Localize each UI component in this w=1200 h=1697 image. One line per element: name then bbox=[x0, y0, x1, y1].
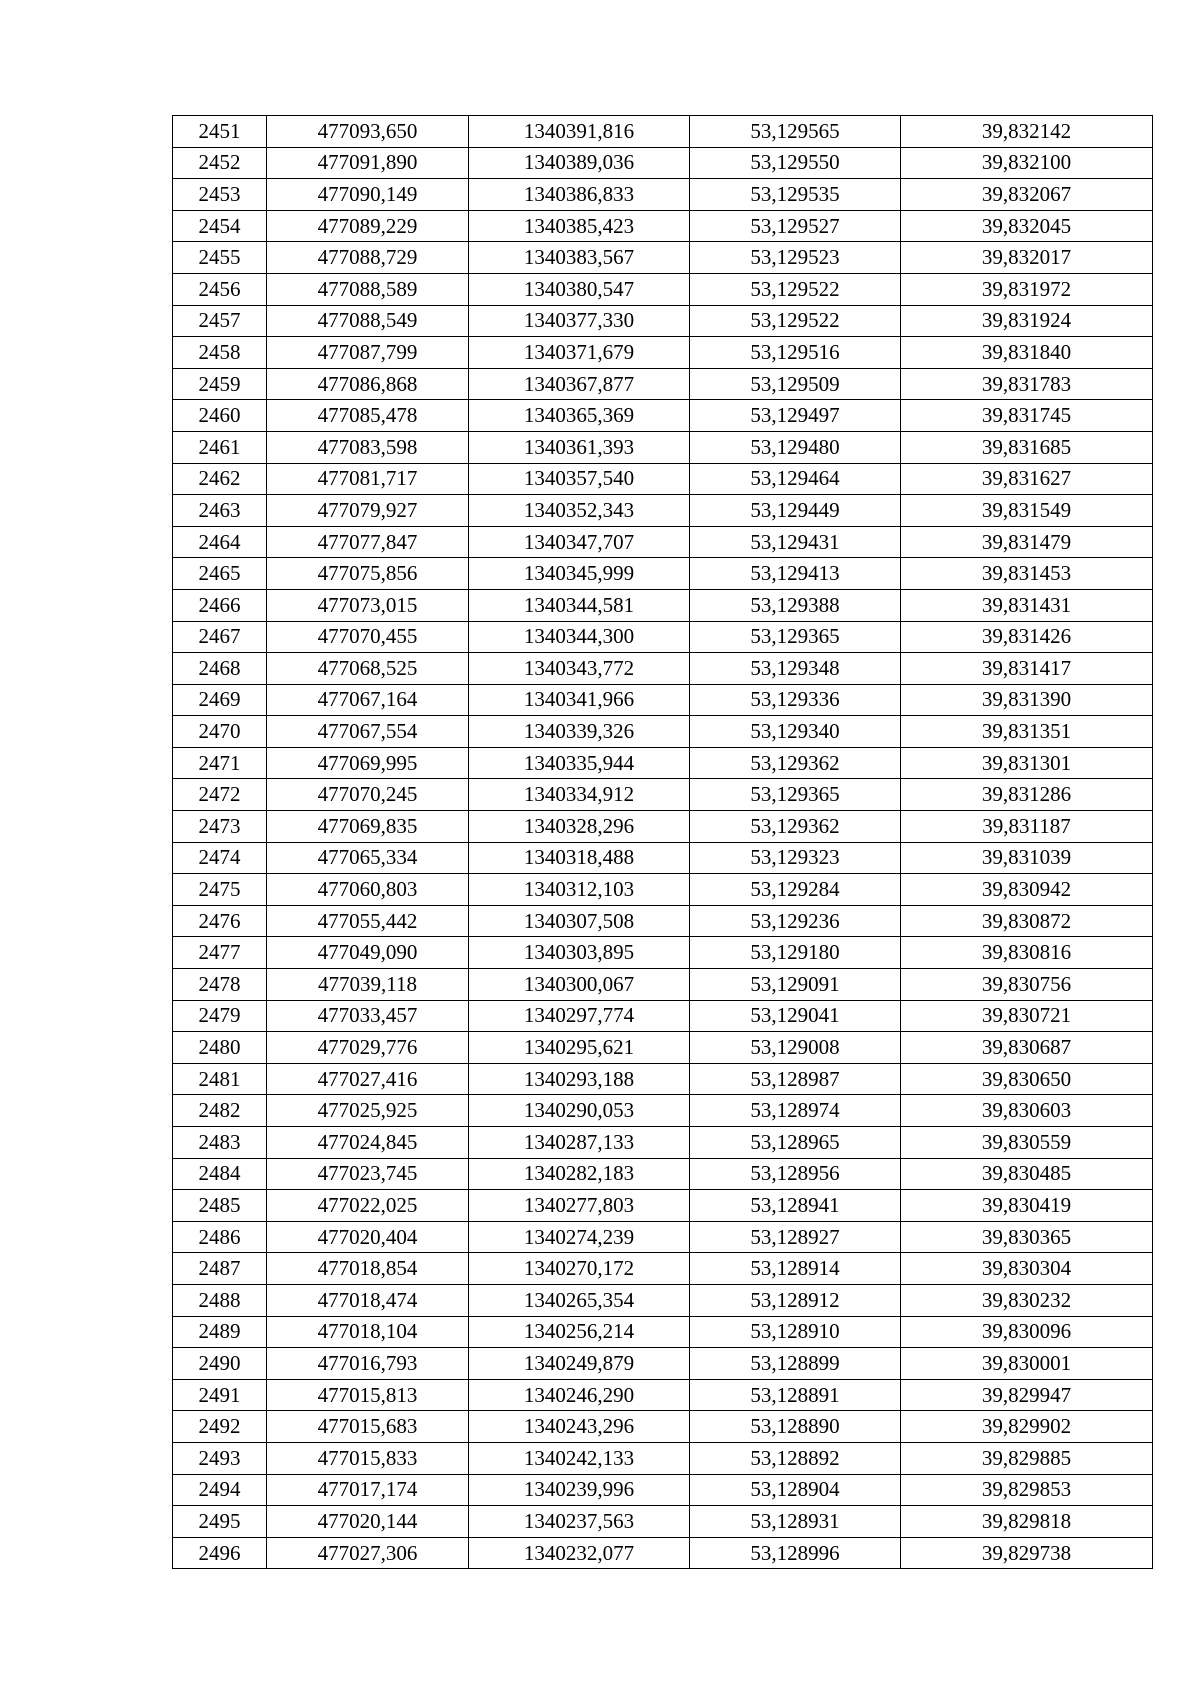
table-row bbox=[173, 1506, 1153, 1538]
table-row bbox=[173, 463, 1153, 495]
x-coordinate-cell: 477086,868 bbox=[267, 368, 469, 400]
x-coordinate-cell: 477027,306 bbox=[267, 1537, 469, 1569]
point-number-cell: 2463 bbox=[173, 495, 267, 527]
y-coordinate-cell: 1340242,133 bbox=[469, 1442, 690, 1474]
point-number-cell: 2473 bbox=[173, 811, 267, 843]
x-coordinate-cell: 477083,598 bbox=[267, 431, 469, 463]
point-number-cell: 2491 bbox=[173, 1379, 267, 1411]
table-row bbox=[173, 1411, 1153, 1443]
table-row bbox=[173, 273, 1153, 305]
x-coordinate-cell: 477022,025 bbox=[267, 1190, 469, 1222]
x-coordinate-cell: 477088,589 bbox=[267, 273, 469, 305]
point-number-cell: 2457 bbox=[173, 305, 267, 337]
latitude-cell: 53,128931 bbox=[690, 1506, 901, 1538]
longitude-cell: 39,830687 bbox=[901, 1032, 1153, 1064]
longitude-cell: 39,831924 bbox=[901, 305, 1153, 337]
longitude-cell: 39,830721 bbox=[901, 1000, 1153, 1032]
y-coordinate-cell: 1340295,621 bbox=[469, 1032, 690, 1064]
table-row bbox=[173, 526, 1153, 558]
x-coordinate-cell: 477067,554 bbox=[267, 716, 469, 748]
table-row bbox=[173, 621, 1153, 653]
x-coordinate-cell: 477081,717 bbox=[267, 463, 469, 495]
x-coordinate-cell: 477015,683 bbox=[267, 1411, 469, 1443]
longitude-cell: 39,831301 bbox=[901, 747, 1153, 779]
longitude-cell: 39,830365 bbox=[901, 1221, 1153, 1253]
table-row bbox=[173, 1379, 1153, 1411]
longitude-cell: 39,832017 bbox=[901, 242, 1153, 274]
y-coordinate-cell: 1340256,214 bbox=[469, 1316, 690, 1348]
y-coordinate-cell: 1340361,393 bbox=[469, 431, 690, 463]
latitude-cell: 53,128912 bbox=[690, 1284, 901, 1316]
longitude-cell: 39,831426 bbox=[901, 621, 1153, 653]
longitude-cell: 39,829902 bbox=[901, 1411, 1153, 1443]
x-coordinate-cell: 477020,144 bbox=[267, 1506, 469, 1538]
longitude-cell: 39,829853 bbox=[901, 1474, 1153, 1506]
latitude-cell: 53,128899 bbox=[690, 1348, 901, 1380]
latitude-cell: 53,129509 bbox=[690, 368, 901, 400]
longitude-cell: 39,830559 bbox=[901, 1127, 1153, 1159]
point-number-cell: 2467 bbox=[173, 621, 267, 653]
latitude-cell: 53,129413 bbox=[690, 558, 901, 590]
table-row bbox=[173, 1127, 1153, 1159]
latitude-cell: 53,129527 bbox=[690, 210, 901, 242]
table-row bbox=[173, 589, 1153, 621]
longitude-cell: 39,830872 bbox=[901, 905, 1153, 937]
y-coordinate-cell: 1340239,996 bbox=[469, 1474, 690, 1506]
table-row bbox=[173, 179, 1153, 211]
table-row bbox=[173, 1063, 1153, 1095]
x-coordinate-cell: 477085,478 bbox=[267, 400, 469, 432]
latitude-cell: 53,129516 bbox=[690, 337, 901, 369]
latitude-cell: 53,128941 bbox=[690, 1190, 901, 1222]
table-row bbox=[173, 210, 1153, 242]
x-coordinate-cell: 477027,416 bbox=[267, 1063, 469, 1095]
longitude-cell: 39,831972 bbox=[901, 273, 1153, 305]
table-row bbox=[173, 147, 1153, 179]
latitude-cell: 53,129340 bbox=[690, 716, 901, 748]
longitude-cell: 39,830304 bbox=[901, 1253, 1153, 1285]
y-coordinate-cell: 1340371,679 bbox=[469, 337, 690, 369]
longitude-cell: 39,831549 bbox=[901, 495, 1153, 527]
longitude-cell: 39,832045 bbox=[901, 210, 1153, 242]
latitude-cell: 53,129431 bbox=[690, 526, 901, 558]
longitude-cell: 39,830816 bbox=[901, 937, 1153, 969]
point-number-cell: 2478 bbox=[173, 969, 267, 1001]
longitude-cell: 39,831286 bbox=[901, 779, 1153, 811]
point-number-cell: 2470 bbox=[173, 716, 267, 748]
longitude-cell: 39,831840 bbox=[901, 337, 1153, 369]
table-row bbox=[173, 1032, 1153, 1064]
latitude-cell: 53,128904 bbox=[690, 1474, 901, 1506]
latitude-cell: 53,128987 bbox=[690, 1063, 901, 1095]
point-number-cell: 2455 bbox=[173, 242, 267, 274]
x-coordinate-cell: 477018,854 bbox=[267, 1253, 469, 1285]
y-coordinate-cell: 1340352,343 bbox=[469, 495, 690, 527]
longitude-cell: 39,831390 bbox=[901, 684, 1153, 716]
latitude-cell: 53,128956 bbox=[690, 1158, 901, 1190]
longitude-cell: 39,831431 bbox=[901, 589, 1153, 621]
latitude-cell: 53,129365 bbox=[690, 621, 901, 653]
table-row bbox=[173, 116, 1153, 148]
table-row bbox=[173, 495, 1153, 527]
point-number-cell: 2480 bbox=[173, 1032, 267, 1064]
y-coordinate-cell: 1340249,879 bbox=[469, 1348, 690, 1380]
point-number-cell: 2466 bbox=[173, 589, 267, 621]
y-coordinate-cell: 1340343,772 bbox=[469, 653, 690, 685]
longitude-cell: 39,831351 bbox=[901, 716, 1153, 748]
y-coordinate-cell: 1340293,188 bbox=[469, 1063, 690, 1095]
x-coordinate-cell: 477068,525 bbox=[267, 653, 469, 685]
table-row bbox=[173, 653, 1153, 685]
longitude-cell: 39,830232 bbox=[901, 1284, 1153, 1316]
x-coordinate-cell: 477093,650 bbox=[267, 116, 469, 148]
y-coordinate-cell: 1340347,707 bbox=[469, 526, 690, 558]
point-number-cell: 2484 bbox=[173, 1158, 267, 1190]
y-coordinate-cell: 1340345,999 bbox=[469, 558, 690, 590]
table-row bbox=[173, 1253, 1153, 1285]
point-number-cell: 2472 bbox=[173, 779, 267, 811]
y-coordinate-cell: 1340386,833 bbox=[469, 179, 690, 211]
x-coordinate-cell: 477039,118 bbox=[267, 969, 469, 1001]
longitude-cell: 39,832100 bbox=[901, 147, 1153, 179]
x-coordinate-cell: 477023,745 bbox=[267, 1158, 469, 1190]
table-row bbox=[173, 779, 1153, 811]
latitude-cell: 53,129041 bbox=[690, 1000, 901, 1032]
point-number-cell: 2461 bbox=[173, 431, 267, 463]
latitude-cell: 53,129523 bbox=[690, 242, 901, 274]
x-coordinate-cell: 477070,245 bbox=[267, 779, 469, 811]
latitude-cell: 53,129497 bbox=[690, 400, 901, 432]
point-number-cell: 2465 bbox=[173, 558, 267, 590]
latitude-cell: 53,129348 bbox=[690, 653, 901, 685]
latitude-cell: 53,128892 bbox=[690, 1442, 901, 1474]
table-row bbox=[173, 337, 1153, 369]
y-coordinate-cell: 1340232,077 bbox=[469, 1537, 690, 1569]
y-coordinate-cell: 1340312,103 bbox=[469, 874, 690, 906]
y-coordinate-cell: 1340265,354 bbox=[469, 1284, 690, 1316]
longitude-cell: 39,830942 bbox=[901, 874, 1153, 906]
point-number-cell: 2471 bbox=[173, 747, 267, 779]
latitude-cell: 53,129336 bbox=[690, 684, 901, 716]
latitude-cell: 53,128914 bbox=[690, 1253, 901, 1285]
y-coordinate-cell: 1340270,172 bbox=[469, 1253, 690, 1285]
table-row bbox=[173, 1442, 1153, 1474]
y-coordinate-cell: 1340380,547 bbox=[469, 273, 690, 305]
point-number-cell: 2474 bbox=[173, 842, 267, 874]
y-coordinate-cell: 1340246,290 bbox=[469, 1379, 690, 1411]
latitude-cell: 53,129464 bbox=[690, 463, 901, 495]
longitude-cell: 39,831783 bbox=[901, 368, 1153, 400]
latitude-cell: 53,129480 bbox=[690, 431, 901, 463]
longitude-cell: 39,830650 bbox=[901, 1063, 1153, 1095]
y-coordinate-cell: 1340344,581 bbox=[469, 589, 690, 621]
latitude-cell: 53,129362 bbox=[690, 747, 901, 779]
y-coordinate-cell: 1340385,423 bbox=[469, 210, 690, 242]
y-coordinate-cell: 1340357,540 bbox=[469, 463, 690, 495]
table-row bbox=[173, 716, 1153, 748]
table-row bbox=[173, 1348, 1153, 1380]
longitude-cell: 39,830001 bbox=[901, 1348, 1153, 1380]
x-coordinate-cell: 477090,149 bbox=[267, 179, 469, 211]
y-coordinate-cell: 1340335,944 bbox=[469, 747, 690, 779]
x-coordinate-cell: 477089,229 bbox=[267, 210, 469, 242]
latitude-cell: 53,129522 bbox=[690, 273, 901, 305]
longitude-cell: 39,831187 bbox=[901, 811, 1153, 843]
table-row bbox=[173, 1284, 1153, 1316]
longitude-cell: 39,830485 bbox=[901, 1158, 1153, 1190]
point-number-cell: 2456 bbox=[173, 273, 267, 305]
longitude-cell: 39,829885 bbox=[901, 1442, 1153, 1474]
point-number-cell: 2488 bbox=[173, 1284, 267, 1316]
x-coordinate-cell: 477077,847 bbox=[267, 526, 469, 558]
latitude-cell: 53,129091 bbox=[690, 969, 901, 1001]
point-number-cell: 2464 bbox=[173, 526, 267, 558]
table-row bbox=[173, 747, 1153, 779]
table-row bbox=[173, 1316, 1153, 1348]
point-number-cell: 2459 bbox=[173, 368, 267, 400]
longitude-cell: 39,831745 bbox=[901, 400, 1153, 432]
table-row bbox=[173, 842, 1153, 874]
point-number-cell: 2489 bbox=[173, 1316, 267, 1348]
point-number-cell: 2482 bbox=[173, 1095, 267, 1127]
point-number-cell: 2492 bbox=[173, 1411, 267, 1443]
point-number-cell: 2496 bbox=[173, 1537, 267, 1569]
table-row bbox=[173, 305, 1153, 337]
table-row bbox=[173, 937, 1153, 969]
y-coordinate-cell: 1340282,183 bbox=[469, 1158, 690, 1190]
point-number-cell: 2469 bbox=[173, 684, 267, 716]
x-coordinate-cell: 477069,835 bbox=[267, 811, 469, 843]
point-number-cell: 2487 bbox=[173, 1253, 267, 1285]
point-number-cell: 2495 bbox=[173, 1506, 267, 1538]
latitude-cell: 53,129522 bbox=[690, 305, 901, 337]
y-coordinate-cell: 1340307,508 bbox=[469, 905, 690, 937]
y-coordinate-cell: 1340389,036 bbox=[469, 147, 690, 179]
latitude-cell: 53,129008 bbox=[690, 1032, 901, 1064]
x-coordinate-cell: 477029,776 bbox=[267, 1032, 469, 1064]
point-number-cell: 2490 bbox=[173, 1348, 267, 1380]
x-coordinate-cell: 477015,833 bbox=[267, 1442, 469, 1474]
table-row bbox=[173, 905, 1153, 937]
y-coordinate-cell: 1340367,877 bbox=[469, 368, 690, 400]
point-number-cell: 2476 bbox=[173, 905, 267, 937]
table-row bbox=[173, 1000, 1153, 1032]
y-coordinate-cell: 1340365,369 bbox=[469, 400, 690, 432]
point-number-cell: 2475 bbox=[173, 874, 267, 906]
x-coordinate-cell: 477015,813 bbox=[267, 1379, 469, 1411]
latitude-cell: 53,129365 bbox=[690, 779, 901, 811]
x-coordinate-cell: 477088,549 bbox=[267, 305, 469, 337]
y-coordinate-cell: 1340287,133 bbox=[469, 1127, 690, 1159]
table-row bbox=[173, 969, 1153, 1001]
x-coordinate-cell: 477055,442 bbox=[267, 905, 469, 937]
point-number-cell: 2462 bbox=[173, 463, 267, 495]
longitude-cell: 39,829738 bbox=[901, 1537, 1153, 1569]
y-coordinate-cell: 1340339,326 bbox=[469, 716, 690, 748]
y-coordinate-cell: 1340391,816 bbox=[469, 116, 690, 148]
longitude-cell: 39,831627 bbox=[901, 463, 1153, 495]
latitude-cell: 53,129388 bbox=[690, 589, 901, 621]
latitude-cell: 53,128996 bbox=[690, 1537, 901, 1569]
latitude-cell: 53,128974 bbox=[690, 1095, 901, 1127]
x-coordinate-cell: 477075,856 bbox=[267, 558, 469, 590]
table-row bbox=[173, 368, 1153, 400]
latitude-cell: 53,129565 bbox=[690, 116, 901, 148]
point-number-cell: 2481 bbox=[173, 1063, 267, 1095]
point-number-cell: 2468 bbox=[173, 653, 267, 685]
x-coordinate-cell: 477018,104 bbox=[267, 1316, 469, 1348]
longitude-cell: 39,831417 bbox=[901, 653, 1153, 685]
x-coordinate-cell: 477017,174 bbox=[267, 1474, 469, 1506]
table-row bbox=[173, 874, 1153, 906]
y-coordinate-cell: 1340344,300 bbox=[469, 621, 690, 653]
x-coordinate-cell: 477060,803 bbox=[267, 874, 469, 906]
x-coordinate-cell: 477067,164 bbox=[267, 684, 469, 716]
latitude-cell: 53,129535 bbox=[690, 179, 901, 211]
x-coordinate-cell: 477088,729 bbox=[267, 242, 469, 274]
y-coordinate-cell: 1340318,488 bbox=[469, 842, 690, 874]
x-coordinate-cell: 477069,995 bbox=[267, 747, 469, 779]
table-row bbox=[173, 1190, 1153, 1222]
latitude-cell: 53,129284 bbox=[690, 874, 901, 906]
x-coordinate-cell: 477049,090 bbox=[267, 937, 469, 969]
x-coordinate-cell: 477070,455 bbox=[267, 621, 469, 653]
y-coordinate-cell: 1340237,563 bbox=[469, 1506, 690, 1538]
x-coordinate-cell: 477079,927 bbox=[267, 495, 469, 527]
table-row bbox=[173, 1537, 1153, 1569]
table-row bbox=[173, 684, 1153, 716]
longitude-cell: 39,830096 bbox=[901, 1316, 1153, 1348]
table-row bbox=[173, 1221, 1153, 1253]
point-number-cell: 2458 bbox=[173, 337, 267, 369]
x-coordinate-cell: 477024,845 bbox=[267, 1127, 469, 1159]
y-coordinate-cell: 1340274,239 bbox=[469, 1221, 690, 1253]
longitude-cell: 39,829818 bbox=[901, 1506, 1153, 1538]
latitude-cell: 53,128927 bbox=[690, 1221, 901, 1253]
latitude-cell: 53,129236 bbox=[690, 905, 901, 937]
point-number-cell: 2494 bbox=[173, 1474, 267, 1506]
table-row bbox=[173, 242, 1153, 274]
y-coordinate-cell: 1340300,067 bbox=[469, 969, 690, 1001]
table-row bbox=[173, 558, 1153, 590]
table-row bbox=[173, 431, 1153, 463]
x-coordinate-cell: 477073,015 bbox=[267, 589, 469, 621]
latitude-cell: 53,129449 bbox=[690, 495, 901, 527]
table-row bbox=[173, 1158, 1153, 1190]
point-number-cell: 2460 bbox=[173, 400, 267, 432]
table-row bbox=[173, 811, 1153, 843]
latitude-cell: 53,128890 bbox=[690, 1411, 901, 1443]
latitude-cell: 53,129362 bbox=[690, 811, 901, 843]
longitude-cell: 39,831685 bbox=[901, 431, 1153, 463]
point-number-cell: 2453 bbox=[173, 179, 267, 211]
point-number-cell: 2451 bbox=[173, 116, 267, 148]
point-number-cell: 2454 bbox=[173, 210, 267, 242]
longitude-cell: 39,831039 bbox=[901, 842, 1153, 874]
coordinate-table-body bbox=[173, 116, 1153, 1569]
y-coordinate-cell: 1340290,053 bbox=[469, 1095, 690, 1127]
x-coordinate-cell: 477018,474 bbox=[267, 1284, 469, 1316]
latitude-cell: 53,129180 bbox=[690, 937, 901, 969]
longitude-cell: 39,832067 bbox=[901, 179, 1153, 211]
point-number-cell: 2483 bbox=[173, 1127, 267, 1159]
longitude-cell: 39,831453 bbox=[901, 558, 1153, 590]
y-coordinate-cell: 1340303,895 bbox=[469, 937, 690, 969]
longitude-cell: 39,830756 bbox=[901, 969, 1153, 1001]
x-coordinate-cell: 477091,890 bbox=[267, 147, 469, 179]
x-coordinate-cell: 477065,334 bbox=[267, 842, 469, 874]
y-coordinate-cell: 1340383,567 bbox=[469, 242, 690, 274]
latitude-cell: 53,129550 bbox=[690, 147, 901, 179]
y-coordinate-cell: 1340277,803 bbox=[469, 1190, 690, 1222]
x-coordinate-cell: 477033,457 bbox=[267, 1000, 469, 1032]
y-coordinate-cell: 1340297,774 bbox=[469, 1000, 690, 1032]
latitude-cell: 53,128965 bbox=[690, 1127, 901, 1159]
latitude-cell: 53,128910 bbox=[690, 1316, 901, 1348]
table-row bbox=[173, 400, 1153, 432]
longitude-cell: 39,830419 bbox=[901, 1190, 1153, 1222]
x-coordinate-cell: 477087,799 bbox=[267, 337, 469, 369]
point-number-cell: 2452 bbox=[173, 147, 267, 179]
y-coordinate-cell: 1340243,296 bbox=[469, 1411, 690, 1443]
x-coordinate-cell: 477025,925 bbox=[267, 1095, 469, 1127]
longitude-cell: 39,829947 bbox=[901, 1379, 1153, 1411]
longitude-cell: 39,831479 bbox=[901, 526, 1153, 558]
point-number-cell: 2493 bbox=[173, 1442, 267, 1474]
y-coordinate-cell: 1340377,330 bbox=[469, 305, 690, 337]
longitude-cell: 39,830603 bbox=[901, 1095, 1153, 1127]
latitude-cell: 53,128891 bbox=[690, 1379, 901, 1411]
longitude-cell: 39,832142 bbox=[901, 116, 1153, 148]
coordinate-table bbox=[172, 115, 1153, 1569]
point-number-cell: 2486 bbox=[173, 1221, 267, 1253]
x-coordinate-cell: 477020,404 bbox=[267, 1221, 469, 1253]
y-coordinate-cell: 1340341,966 bbox=[469, 684, 690, 716]
point-number-cell: 2479 bbox=[173, 1000, 267, 1032]
latitude-cell: 53,129323 bbox=[690, 842, 901, 874]
y-coordinate-cell: 1340328,296 bbox=[469, 811, 690, 843]
point-number-cell: 2477 bbox=[173, 937, 267, 969]
point-number-cell: 2485 bbox=[173, 1190, 267, 1222]
table-row bbox=[173, 1474, 1153, 1506]
x-coordinate-cell: 477016,793 bbox=[267, 1348, 469, 1380]
table-row bbox=[173, 1095, 1153, 1127]
y-coordinate-cell: 1340334,912 bbox=[469, 779, 690, 811]
